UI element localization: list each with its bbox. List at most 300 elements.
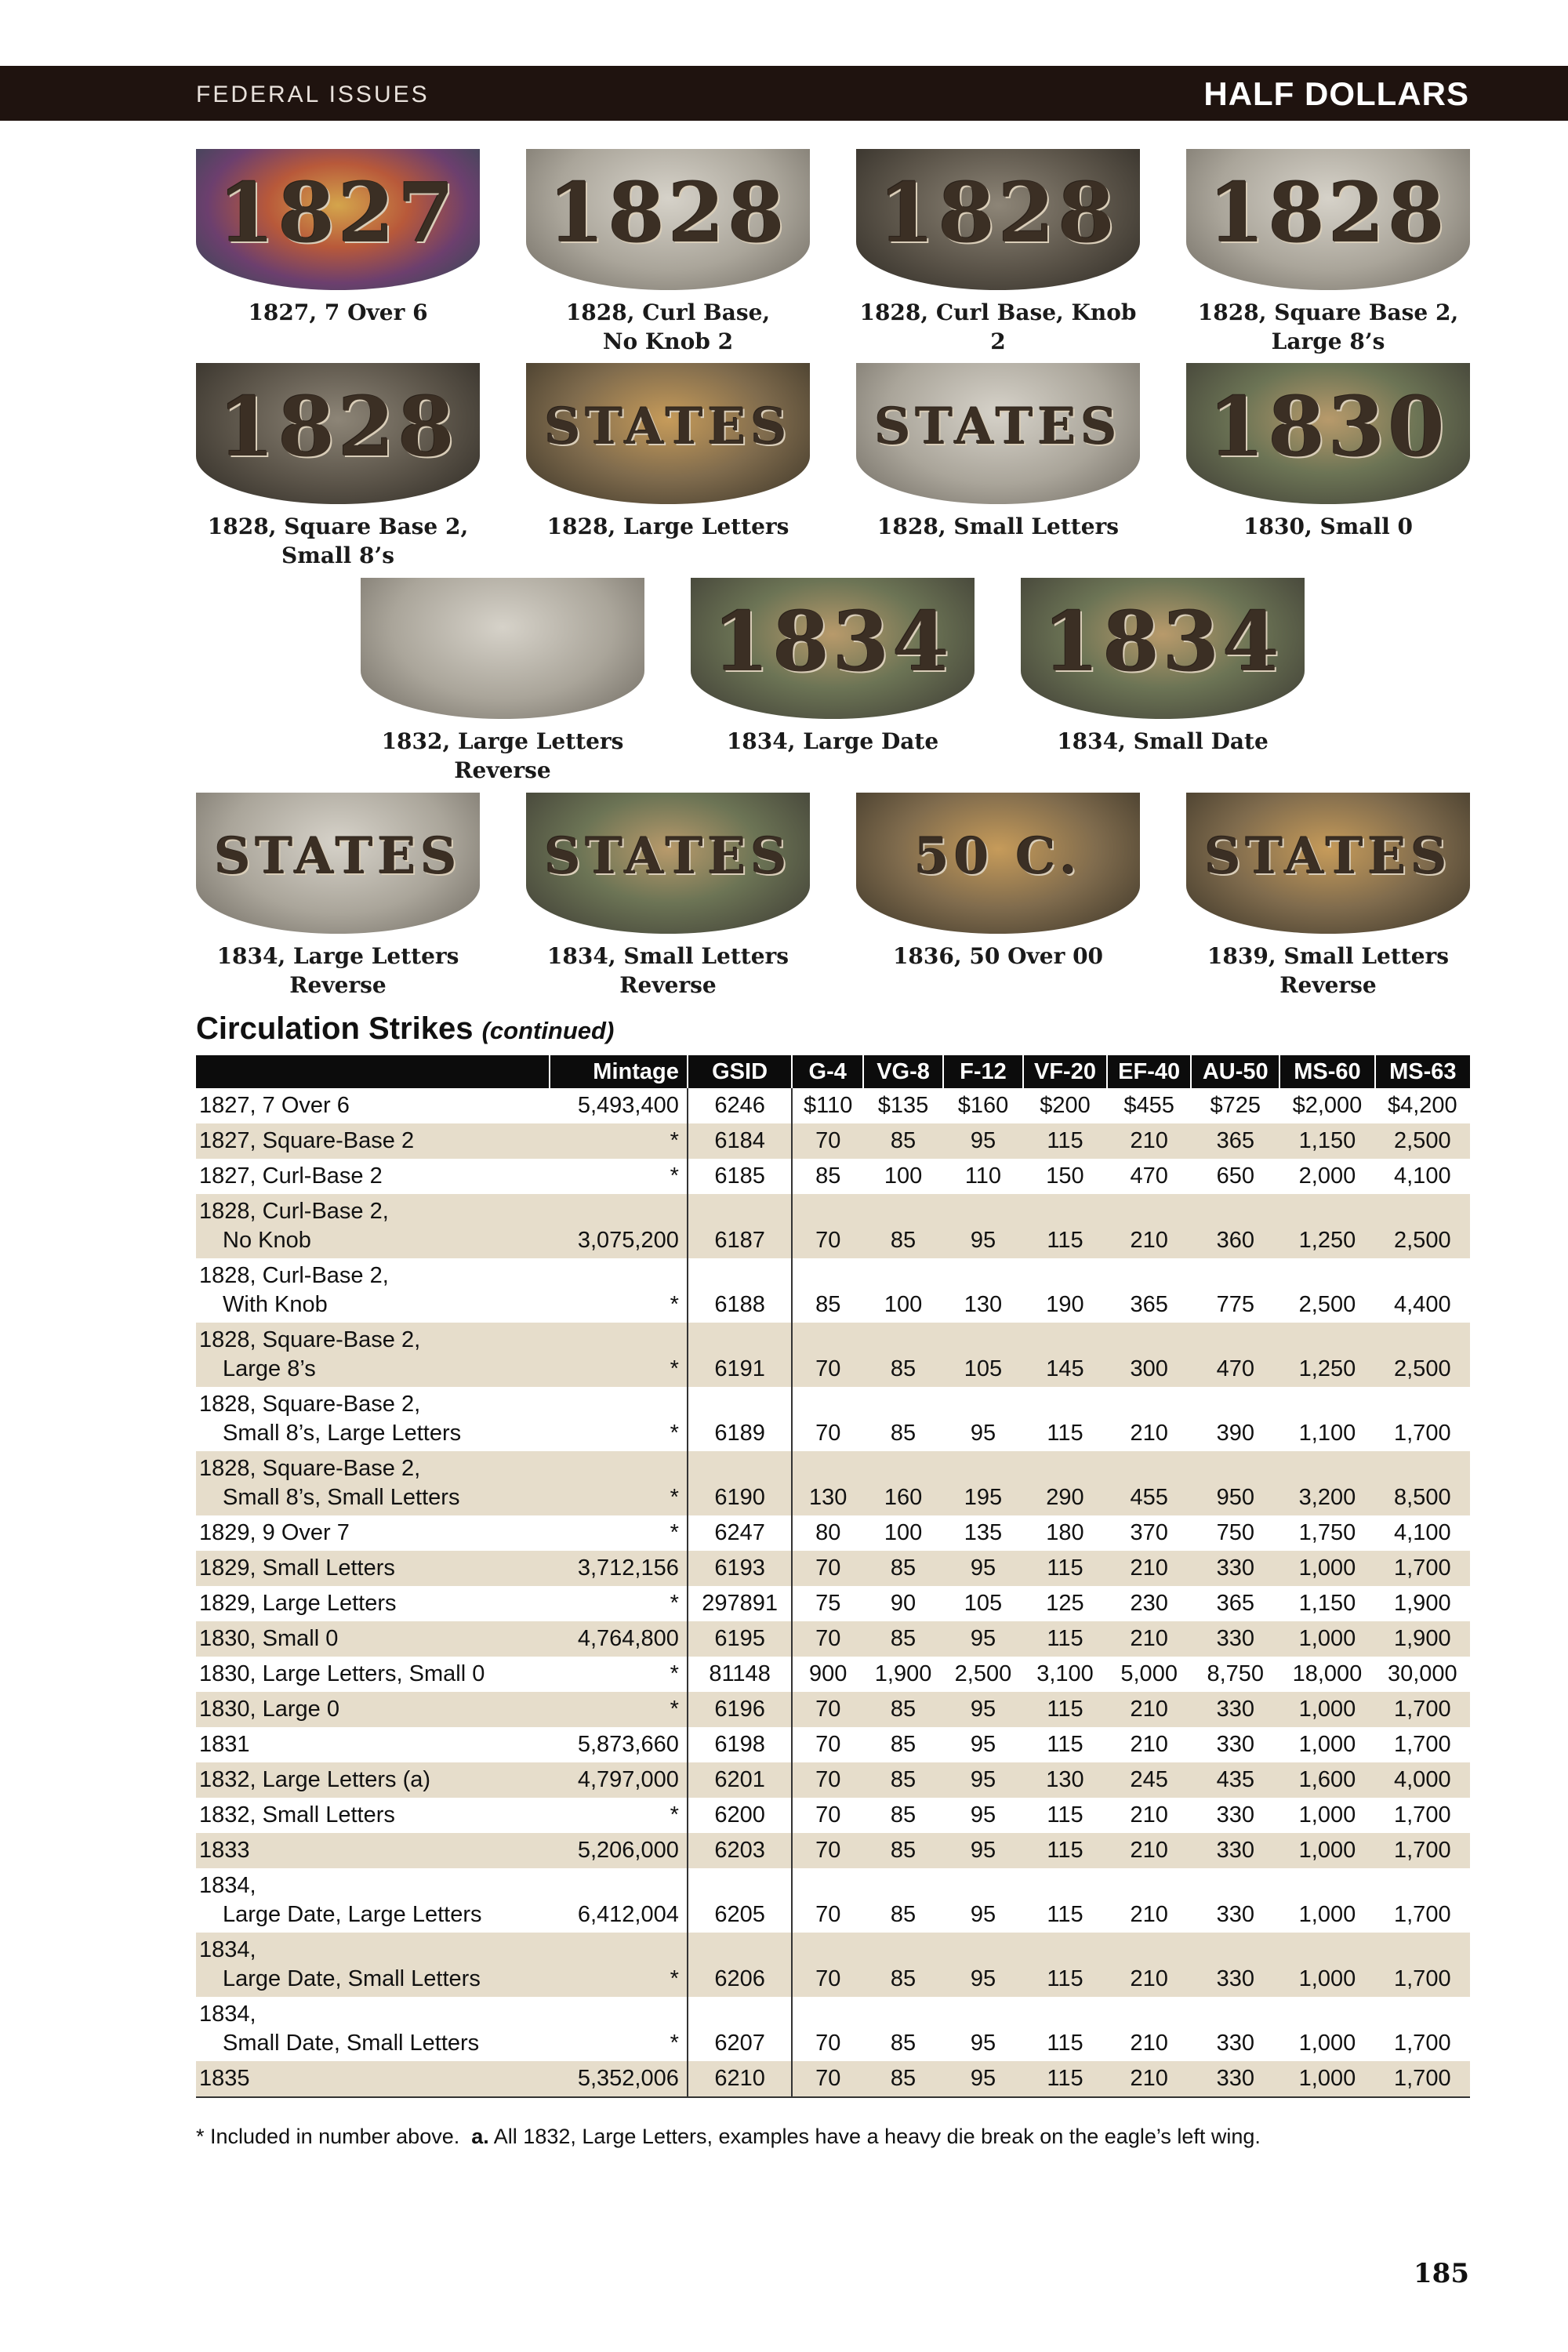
price-cell: 70 bbox=[815, 1732, 841, 1757]
mintage-cell: * bbox=[670, 1292, 679, 1317]
price-cell: 70 bbox=[792, 1551, 863, 1586]
variety-name bbox=[196, 1159, 550, 1194]
price-cell: 85 bbox=[815, 1292, 841, 1317]
variety-name-line: 1830, Large 0 bbox=[199, 1697, 339, 1722]
price-cell: 1,900 bbox=[1375, 1621, 1470, 1657]
mintage-cell: * bbox=[550, 1933, 688, 1997]
price-cell: 115 bbox=[1023, 1692, 1107, 1727]
variety-name-line: 1830, Large Letters, Small 0 bbox=[199, 1661, 485, 1686]
column-header: AU-50 bbox=[1191, 1055, 1279, 1088]
price-cell: 330 bbox=[1216, 1902, 1254, 1927]
price-cell: 70 bbox=[792, 2061, 863, 2097]
coin-caption-line: 1828, Large Letters bbox=[546, 514, 789, 539]
gsid-cell: 6207 bbox=[688, 1997, 792, 2061]
variety-name bbox=[196, 2061, 550, 2097]
variety-name-line: 1827, 7 Over 6 bbox=[199, 1093, 350, 1118]
coin-caption bbox=[856, 512, 1140, 541]
table-row bbox=[196, 2061, 1470, 2097]
price-cell: 110 bbox=[964, 1163, 1002, 1189]
price-cell: 95 bbox=[943, 1762, 1023, 1798]
price-cell: 290 bbox=[1023, 1451, 1107, 1515]
coin-caption bbox=[196, 298, 480, 327]
gsid-cell: 6201 bbox=[688, 1762, 792, 1798]
price-cell: 1,600 bbox=[1279, 1762, 1374, 1798]
variety-name-line: 1828, Curl-Base 2, bbox=[199, 1199, 389, 1224]
price-cell: 750 bbox=[1216, 1520, 1254, 1545]
price-cell: 115 bbox=[1023, 1551, 1107, 1586]
gsid-cell: 6184 bbox=[688, 1123, 792, 1159]
coin-caption bbox=[526, 942, 810, 1000]
price-cell: 75 bbox=[815, 1591, 841, 1616]
variety-name bbox=[196, 1586, 550, 1621]
gsid-cell: 6196 bbox=[688, 1692, 792, 1727]
price-cell: 365 bbox=[1130, 1292, 1168, 1317]
price-cell: 2,500 bbox=[1375, 1194, 1470, 1258]
mintage-price-table bbox=[196, 1055, 1470, 2098]
table-row bbox=[196, 1727, 1470, 1762]
price-cell: 115 bbox=[1047, 1421, 1083, 1446]
coin-image bbox=[361, 578, 644, 719]
section-label: FEDERAL ISSUES bbox=[196, 82, 430, 107]
column-header: GSID bbox=[688, 1055, 792, 1088]
price-cell: 1,900 bbox=[1394, 1591, 1451, 1616]
gsid-cell: 6185 bbox=[688, 1159, 792, 1194]
price-cell: 5,000 bbox=[1120, 1661, 1178, 1686]
price-cell: 150 bbox=[1046, 1163, 1084, 1189]
variety-name-line: 1828, Curl-Base 2, bbox=[199, 1263, 389, 1288]
price-cell: 85 bbox=[863, 1194, 943, 1258]
variety-name bbox=[196, 1833, 550, 1868]
table-row bbox=[196, 1997, 1470, 2061]
gsid-cell: 6246 bbox=[688, 1088, 792, 1123]
price-cell: 85 bbox=[863, 1621, 943, 1657]
mintage-cell: * bbox=[670, 1591, 679, 1616]
coin-image-lettering: 1830 bbox=[1208, 379, 1448, 475]
price-cell: 130 bbox=[1023, 1762, 1107, 1798]
table-row bbox=[196, 1762, 1470, 1798]
column-header: MS-63 bbox=[1375, 1055, 1470, 1088]
price-cell: 70 bbox=[792, 1833, 863, 1868]
price-cell: 95 bbox=[943, 1933, 1023, 1997]
price-cell: 85 bbox=[863, 1551, 943, 1586]
price-cell: 4,100 bbox=[1394, 1520, 1451, 1545]
column-header: G-4 bbox=[792, 1055, 863, 1088]
price-cell: 1,250 bbox=[1279, 1323, 1374, 1387]
price-cell: 95 bbox=[970, 1421, 996, 1446]
price-cell: 1,100 bbox=[1298, 1421, 1356, 1446]
variety-name-line: 1827, Square-Base 2 bbox=[199, 1128, 415, 1153]
price-cell: 85 bbox=[815, 1163, 841, 1189]
price-cell: 95 bbox=[943, 1833, 1023, 1868]
table-row bbox=[196, 1621, 1470, 1657]
price-cell: 4,400 bbox=[1394, 1292, 1451, 1317]
price-cell: 85 bbox=[890, 1802, 916, 1828]
coin-image bbox=[1186, 793, 1470, 934]
variety-name-line: 1829, Large Letters bbox=[199, 1591, 397, 1616]
gsid-cell: 6193 bbox=[688, 1551, 792, 1586]
price-cell: $725 bbox=[1210, 1093, 1261, 1118]
coin-caption-line: Small 8’s bbox=[281, 543, 394, 568]
table-row bbox=[196, 1933, 1470, 1997]
price-cell: 1,000 bbox=[1298, 1732, 1356, 1757]
price-cell: 95 bbox=[970, 1802, 996, 1828]
gsid-cell: 81148 bbox=[688, 1657, 792, 1692]
price-cell: 70 bbox=[792, 1123, 863, 1159]
variety-name-line: 1833 bbox=[199, 1838, 250, 1863]
price-cell: 360 bbox=[1191, 1194, 1279, 1258]
coin-caption-line: 1832, Large Letters bbox=[381, 728, 624, 754]
price-cell: 3,100 bbox=[1036, 1661, 1094, 1686]
gsid-cell: 6210 bbox=[688, 2061, 792, 2097]
coin-image bbox=[196, 149, 480, 290]
coin-image bbox=[526, 363, 810, 504]
coin-image-lettering: STATES bbox=[1204, 827, 1452, 886]
coin-caption bbox=[1021, 727, 1305, 756]
price-cell: 1,700 bbox=[1375, 1551, 1470, 1586]
price-cell: 210 bbox=[1130, 1732, 1168, 1757]
gsid-cell: 6206 bbox=[688, 1933, 792, 1997]
coin-image bbox=[196, 793, 480, 934]
variety-name bbox=[196, 1621, 550, 1657]
mintage-cell: * bbox=[670, 1163, 679, 1189]
price-cell: 70 bbox=[815, 1802, 841, 1828]
price-cell: 330 bbox=[1216, 1802, 1254, 1828]
price-cell: $4,200 bbox=[1387, 1093, 1457, 1118]
section-title: Circulation Strikes bbox=[196, 1011, 474, 1046]
price-cell: 1,000 bbox=[1279, 1833, 1374, 1868]
variety-name bbox=[196, 1451, 550, 1515]
variety-name bbox=[196, 1657, 550, 1692]
price-cell: 2,500 bbox=[1298, 1292, 1356, 1317]
coin-image bbox=[1021, 578, 1305, 719]
mintage-cell: 6,412,004 bbox=[577, 1902, 679, 1927]
price-cell: 1,700 bbox=[1394, 1732, 1451, 1757]
table-row bbox=[196, 1586, 1470, 1621]
gsid-cell: 6205 bbox=[688, 1868, 792, 1933]
price-cell: 115 bbox=[1023, 2061, 1107, 2097]
coin-image-lettering: 1834 bbox=[713, 593, 953, 690]
variety-name-line: With Knob bbox=[223, 1292, 328, 1317]
price-cell: 1,900 bbox=[874, 1661, 932, 1686]
price-cell: 2,500 bbox=[954, 1661, 1012, 1686]
gsid-cell: 6188 bbox=[688, 1258, 792, 1323]
price-cell: 95 bbox=[943, 1692, 1023, 1727]
chapter-title: HALF DOLLARS bbox=[1203, 75, 1469, 112]
price-cell: 115 bbox=[1047, 1902, 1083, 1927]
price-cell: 95 bbox=[943, 1621, 1023, 1657]
variety-name-line: 1834, bbox=[199, 1937, 256, 1962]
coin-image-lettering: STATES bbox=[214, 827, 462, 886]
price-cell: 1,000 bbox=[1298, 1902, 1356, 1927]
price-cell: 115 bbox=[1047, 1732, 1083, 1757]
variety-name bbox=[196, 1194, 550, 1258]
table-row bbox=[196, 1323, 1470, 1387]
price-cell: 70 bbox=[792, 1621, 863, 1657]
coin-caption-line: 1834, Small Date bbox=[1057, 728, 1269, 754]
gsid-cell: 6198 bbox=[688, 1727, 792, 1762]
mintage-cell: 4,797,000 bbox=[550, 1762, 688, 1798]
coin-image-lettering: 1827 bbox=[218, 165, 458, 261]
variety-name bbox=[196, 1323, 550, 1387]
coin-caption bbox=[856, 942, 1140, 971]
table-row bbox=[196, 1515, 1470, 1551]
variety-name bbox=[196, 1933, 550, 1997]
price-cell: 1,000 bbox=[1298, 1802, 1356, 1828]
variety-name bbox=[196, 1551, 550, 1586]
variety-name bbox=[196, 1515, 550, 1551]
coin-caption bbox=[1186, 298, 1470, 356]
table-row bbox=[196, 1387, 1470, 1451]
coin-caption-line: 1834, Small Letters bbox=[546, 943, 789, 969]
table-row bbox=[196, 1159, 1470, 1194]
variety-name bbox=[196, 1798, 550, 1833]
price-cell: 95 bbox=[943, 1123, 1023, 1159]
price-cell: 195 bbox=[943, 1451, 1023, 1515]
coin-caption-line: 1828, Curl Base, bbox=[565, 299, 771, 325]
footnote-a-text: All 1832, Large Letters, examples have a heavy die break on the eagle’s left wing. bbox=[493, 2125, 1261, 2148]
price-cell: 210 bbox=[1107, 1933, 1191, 1997]
price-cell: 210 bbox=[1107, 1621, 1191, 1657]
section-heading bbox=[196, 1011, 614, 1047]
price-cell: 330 bbox=[1216, 1732, 1254, 1757]
mintage-cell: 4,764,800 bbox=[550, 1621, 688, 1657]
table-row bbox=[196, 1833, 1470, 1868]
coin-caption-line: Reverse bbox=[289, 972, 387, 998]
price-cell: 115 bbox=[1047, 2031, 1083, 2056]
table-row bbox=[196, 1657, 1470, 1692]
variety-name-line: 1834, bbox=[199, 1873, 256, 1898]
price-cell: 125 bbox=[1046, 1591, 1084, 1616]
price-cell: 18,000 bbox=[1292, 1661, 1363, 1686]
variety-name-line: Small 8’s, Small Letters bbox=[223, 1485, 460, 1510]
price-cell: 70 bbox=[815, 1902, 841, 1927]
gsid-cell: 6195 bbox=[688, 1621, 792, 1657]
table-row bbox=[196, 1258, 1470, 1323]
price-cell: 1,750 bbox=[1298, 1520, 1356, 1545]
price-cell: 85 bbox=[890, 1421, 916, 1446]
price-cell: 650 bbox=[1216, 1163, 1254, 1189]
coin-caption-line: 1828, Square Base 2, bbox=[207, 514, 469, 539]
coin-image-lettering: 1828 bbox=[878, 165, 1118, 261]
coin-image bbox=[196, 363, 480, 504]
footnote-star: * Included in number above. bbox=[196, 2125, 460, 2148]
price-cell: 1,000 bbox=[1279, 2061, 1374, 2097]
price-cell: 70 bbox=[792, 1692, 863, 1727]
price-cell: 1,150 bbox=[1279, 1123, 1374, 1159]
variety-name-line: No Knob bbox=[223, 1228, 311, 1253]
coin-caption-line: Reverse bbox=[454, 757, 551, 783]
mintage-cell: 5,493,400 bbox=[577, 1093, 679, 1118]
price-cell: 1,250 bbox=[1279, 1194, 1374, 1258]
gsid-cell: 6189 bbox=[688, 1387, 792, 1451]
mintage-cell: 5,352,006 bbox=[550, 2061, 688, 2097]
price-cell: 1,700 bbox=[1394, 1902, 1451, 1927]
column-header: MS-60 bbox=[1279, 1055, 1374, 1088]
price-cell: 135 bbox=[964, 1520, 1003, 1545]
price-cell: 1,700 bbox=[1394, 2031, 1451, 2056]
price-cell: 1,700 bbox=[1375, 1833, 1470, 1868]
mintage-cell: * bbox=[550, 1323, 688, 1387]
price-cell: $160 bbox=[957, 1093, 1009, 1118]
coin-caption-line: 1828, Square Base 2, bbox=[1197, 299, 1459, 325]
price-cell: 370 bbox=[1130, 1520, 1168, 1545]
gsid-cell: 297891 bbox=[688, 1586, 792, 1621]
price-cell: 210 bbox=[1107, 1123, 1191, 1159]
price-cell: $2,000 bbox=[1292, 1093, 1363, 1118]
coin-image-lettering: 50 C. bbox=[914, 827, 1082, 886]
coin-caption-line: 1828, Small Letters bbox=[877, 514, 1120, 539]
variety-name bbox=[196, 1258, 550, 1323]
coin-image bbox=[856, 793, 1140, 934]
variety-name-line: 1831 bbox=[199, 1732, 250, 1757]
table-row bbox=[196, 1088, 1470, 1123]
coin-image bbox=[856, 363, 1140, 504]
price-cell: 1,000 bbox=[1279, 1692, 1374, 1727]
price-cell: 95 bbox=[943, 1194, 1023, 1258]
price-cell: 85 bbox=[863, 1833, 943, 1868]
price-cell: 1,700 bbox=[1394, 1802, 1451, 1828]
price-cell: 180 bbox=[1046, 1520, 1084, 1545]
coin-caption-line: 1836, 50 Over 00 bbox=[892, 943, 1104, 969]
coin-caption-line: 1827, 7 Over 6 bbox=[248, 299, 428, 325]
price-cell: 8,500 bbox=[1375, 1451, 1470, 1515]
variety-name-line: Large Date, Small Letters bbox=[223, 1966, 481, 1991]
price-cell: 85 bbox=[863, 1323, 943, 1387]
column-header: EF-40 bbox=[1107, 1055, 1191, 1088]
price-cell: 70 bbox=[815, 2031, 841, 2056]
variety-name-line: 1832, Small Letters bbox=[199, 1802, 395, 1828]
footnote-a-label: a. bbox=[471, 2125, 489, 2148]
variety-name-line: 1830, Small 0 bbox=[199, 1626, 339, 1651]
variety-name-line: 1828, Square-Base 2, bbox=[199, 1392, 421, 1417]
coin-caption-line: Large 8’s bbox=[1271, 328, 1385, 354]
coin-caption bbox=[1186, 942, 1470, 1000]
gsid-cell: 6190 bbox=[688, 1451, 792, 1515]
price-cell: 1,150 bbox=[1298, 1591, 1356, 1616]
coin-caption-line: 1834, Large Date bbox=[726, 728, 939, 754]
mintage-cell: 5,206,000 bbox=[550, 1833, 688, 1868]
price-cell: 1,700 bbox=[1394, 1421, 1451, 1446]
variety-name-line: 1828, Square-Base 2, bbox=[199, 1327, 421, 1352]
gsid-cell: 6191 bbox=[688, 1323, 792, 1387]
price-cell: 85 bbox=[890, 2031, 916, 2056]
price-cell: 160 bbox=[863, 1451, 943, 1515]
price-cell: 145 bbox=[1023, 1323, 1107, 1387]
mintage-cell: * bbox=[670, 2031, 679, 2056]
coin-image-lettering: 1828 bbox=[218, 379, 458, 475]
variety-name bbox=[196, 1727, 550, 1762]
table-header-row bbox=[196, 1055, 1470, 1088]
variety-name bbox=[196, 1123, 550, 1159]
coin-caption bbox=[526, 298, 810, 356]
table-row bbox=[196, 1868, 1470, 1933]
price-cell: 190 bbox=[1046, 1292, 1084, 1317]
coin-caption bbox=[361, 727, 644, 785]
price-cell: 950 bbox=[1191, 1451, 1279, 1515]
price-cell: 210 bbox=[1107, 1551, 1191, 1586]
column-header: Mintage bbox=[550, 1055, 688, 1088]
column-header: VG-8 bbox=[863, 1055, 943, 1088]
section-subtitle: (continued) bbox=[481, 1017, 615, 1044]
column-header: F-12 bbox=[943, 1055, 1023, 1088]
coin-image bbox=[856, 149, 1140, 290]
price-cell: 30,000 bbox=[1387, 1661, 1457, 1686]
price-cell: 70 bbox=[815, 1421, 841, 1446]
variety-name bbox=[196, 1997, 550, 2061]
price-cell: 330 bbox=[1191, 1933, 1279, 1997]
price-cell: 100 bbox=[884, 1292, 923, 1317]
price-cell: 210 bbox=[1107, 1692, 1191, 1727]
coin-image-lettering: 1828 bbox=[548, 165, 788, 261]
price-cell: 775 bbox=[1216, 1292, 1254, 1317]
price-cell: 115 bbox=[1047, 1802, 1083, 1828]
price-cell: 70 bbox=[792, 1762, 863, 1798]
coin-image bbox=[526, 793, 810, 934]
price-cell: $135 bbox=[877, 1093, 929, 1118]
price-cell: 4,000 bbox=[1375, 1762, 1470, 1798]
price-cell: 85 bbox=[863, 1933, 943, 1997]
coin-image bbox=[1186, 363, 1470, 504]
price-cell: 365 bbox=[1216, 1591, 1254, 1616]
variety-name-line: 1829, 9 Over 7 bbox=[199, 1520, 350, 1545]
price-cell: 1,700 bbox=[1375, 1933, 1470, 1997]
price-cell: 95 bbox=[970, 1732, 996, 1757]
gsid-cell: 6200 bbox=[688, 1798, 792, 1833]
price-cell: 210 bbox=[1130, 2031, 1168, 2056]
gsid-cell: 6187 bbox=[688, 1194, 792, 1258]
price-cell: 330 bbox=[1191, 1551, 1279, 1586]
variety-name-line: 1828, Square-Base 2, bbox=[199, 1456, 421, 1481]
price-cell: 115 bbox=[1023, 1833, 1107, 1868]
mintage-cell: 3,075,200 bbox=[550, 1194, 688, 1258]
price-cell: 1,700 bbox=[1375, 1692, 1470, 1727]
price-cell: 470 bbox=[1191, 1323, 1279, 1387]
mintage-cell: 3,712,156 bbox=[550, 1551, 688, 1586]
mintage-cell: 5,873,660 bbox=[577, 1732, 679, 1757]
mintage-cell: * bbox=[670, 1661, 679, 1686]
price-cell: 115 bbox=[1023, 1621, 1107, 1657]
table-row bbox=[196, 1451, 1470, 1515]
price-cell: 85 bbox=[863, 1762, 943, 1798]
price-cell: 1,700 bbox=[1375, 2061, 1470, 2097]
column-header: VF-20 bbox=[1023, 1055, 1107, 1088]
price-cell: 900 bbox=[809, 1661, 848, 1686]
coin-caption-line: 1828, Curl Base, Knob 2 bbox=[859, 299, 1137, 354]
price-cell: 95 bbox=[943, 2061, 1023, 2097]
price-cell: 8,750 bbox=[1207, 1661, 1265, 1686]
price-cell: 1,000 bbox=[1279, 1551, 1374, 1586]
table-body bbox=[196, 1088, 1470, 2097]
price-cell: 455 bbox=[1107, 1451, 1191, 1515]
price-cell: 85 bbox=[863, 2061, 943, 2097]
price-cell: 70 bbox=[792, 1194, 863, 1258]
price-cell: 80 bbox=[815, 1520, 841, 1545]
price-cell: 70 bbox=[792, 1933, 863, 1997]
price-cell: 100 bbox=[884, 1520, 923, 1545]
price-cell: 365 bbox=[1191, 1123, 1279, 1159]
coin-caption bbox=[691, 727, 975, 756]
mintage-cell: * bbox=[670, 1421, 679, 1446]
mintage-cell: * bbox=[550, 1692, 688, 1727]
gsid-cell: 6247 bbox=[688, 1515, 792, 1551]
mintage-cell: * bbox=[670, 1802, 679, 1828]
coin-caption bbox=[526, 512, 810, 541]
coin-image-lettering: STATES bbox=[544, 827, 792, 886]
price-cell: 330 bbox=[1191, 2061, 1279, 2097]
table-row bbox=[196, 1551, 1470, 1586]
price-cell: 210 bbox=[1130, 1802, 1168, 1828]
coin-caption bbox=[196, 512, 480, 570]
